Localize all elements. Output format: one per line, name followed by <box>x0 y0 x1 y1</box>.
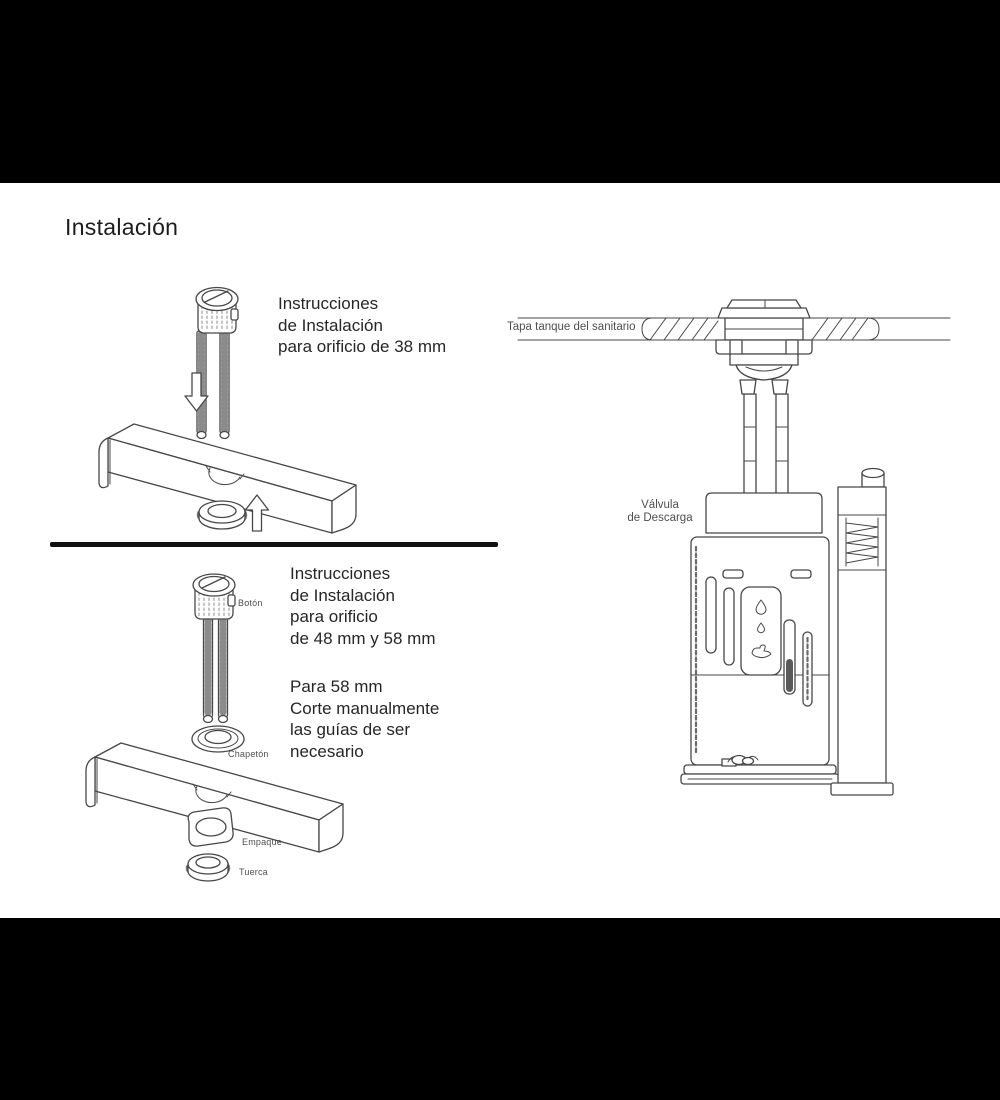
text-line: Para 58 mm <box>290 677 383 696</box>
label-chapeton: Chapetón <box>228 749 269 759</box>
instruction-sheet <box>0 183 1000 918</box>
overflow-tube-illustration <box>831 469 893 796</box>
text-line: para orificio <box>290 607 378 626</box>
label-tuerca: Tuerca <box>239 867 268 877</box>
instructions-38mm <box>278 293 446 358</box>
text-line: Instrucciones <box>278 294 379 313</box>
dual-flush-button-illustration <box>196 288 238 334</box>
mounting-nut-illustration <box>199 501 245 529</box>
text-line: de Descarga <box>627 512 693 524</box>
section-divider <box>50 542 498 547</box>
lock-nut-illustration <box>188 854 228 881</box>
text-line: Instrucciones <box>290 564 391 583</box>
flush-valve-illustration <box>681 493 839 784</box>
text-line: Válvula <box>641 499 679 511</box>
dual-flush-button-illustration <box>193 574 235 619</box>
page-title: Instalación <box>65 214 179 240</box>
actuator-rods-illustration <box>744 394 788 494</box>
threaded-rods-illustration <box>204 617 228 723</box>
text-line: Corte manualmente <box>290 698 440 718</box>
gasket-illustration <box>188 808 233 846</box>
text-line: de Instalación <box>278 315 383 335</box>
instructions-48-58mm <box>290 563 436 649</box>
note-58mm <box>290 676 439 762</box>
text-line: de Instalación <box>290 585 395 605</box>
label-empaque: Empaque <box>242 837 282 847</box>
text-line: necesario <box>290 741 364 761</box>
label-flush-valve <box>618 499 702 525</box>
label-boton: Botón <box>238 598 263 608</box>
text-line: las guías de ser <box>290 720 411 739</box>
threaded-rods-illustration <box>197 331 229 439</box>
text-line: para orificio de 38 mm <box>278 337 447 356</box>
text-line: de 48 mm y 58 mm <box>290 628 436 648</box>
installed-button-cross-section <box>716 300 812 394</box>
diagram-assembled-view <box>500 275 975 835</box>
label-tank-lid: Tapa tanque del sanitario <box>507 321 636 333</box>
